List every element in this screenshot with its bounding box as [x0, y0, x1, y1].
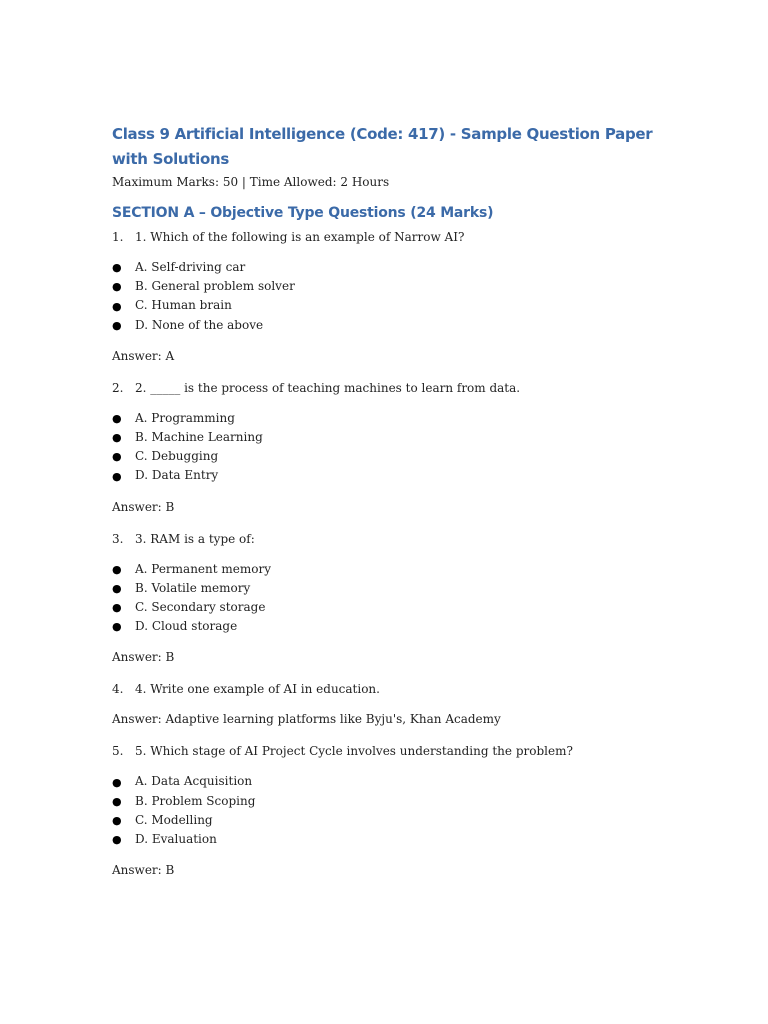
question-number: 5. — [112, 744, 124, 759]
option-item — [112, 617, 672, 636]
answer-text: Answer: B — [112, 650, 175, 665]
question-3 — [112, 530, 672, 548]
document-page — [112, 122, 672, 893]
question-1 — [112, 228, 672, 246]
option-text: A. Self-driving car — [135, 260, 246, 274]
option-item — [112, 258, 672, 277]
bullet-dot-icon: ● — [112, 813, 122, 827]
bullet-dot-icon: ● — [112, 620, 122, 634]
question-text: 4. Write one example of AI in education. — [135, 682, 380, 697]
option-item — [112, 792, 672, 811]
question-number: 1. — [112, 230, 124, 244]
question-text: 3. RAM is a type of: — [135, 531, 255, 546]
option-item — [112, 466, 672, 485]
document-title: Class 9 Artificial Intelligence (Code: 417) - Sample Question Paper with Solutions — [112, 125, 653, 168]
question-2 — [112, 379, 672, 397]
option-text: B. Problem Scoping — [135, 793, 256, 808]
answer-text: Answer: B — [112, 499, 175, 514]
option-text: B. General problem solver — [135, 279, 295, 294]
bullet-dot-icon: ● — [112, 450, 122, 464]
bullet-dot-icon: ● — [112, 581, 122, 595]
bullet-dot-icon: ● — [112, 833, 122, 847]
bullet-dot-icon: ● — [112, 775, 122, 789]
option-text: A. Programming — [135, 410, 235, 425]
bullet-dot-icon: ● — [112, 794, 122, 808]
option-text: C. Secondary storage — [135, 600, 266, 615]
answer-text: Answer: B — [112, 863, 175, 878]
bullet-dot-icon: ● — [112, 411, 122, 425]
question-number: 2. — [112, 380, 124, 395]
question-text: 1. Which of the following is an example of Narrow AI? — [135, 230, 465, 244]
option-item — [112, 811, 672, 830]
option-list — [112, 409, 672, 486]
bullet-dot-icon: ● — [112, 601, 122, 615]
question-number: 3. — [112, 531, 124, 546]
bullet-dot-icon: ● — [112, 299, 122, 313]
question-list — [112, 228, 672, 879]
option-item — [112, 447, 672, 466]
option-item — [112, 560, 672, 579]
option-item — [112, 409, 672, 428]
option-text: D. None of the above — [135, 317, 264, 332]
answer-text: Answer: A — [112, 348, 175, 363]
bullet-dot-icon: ● — [112, 261, 122, 275]
option-text: C. Modelling — [135, 812, 213, 827]
option-text: B. Machine Learning — [135, 430, 263, 445]
option-text: C. Debugging — [135, 449, 219, 464]
option-text: D. Evaluation — [135, 832, 217, 847]
question-4 — [112, 680, 672, 698]
option-text: A. Permanent memory — [135, 561, 271, 576]
option-item — [112, 277, 672, 296]
option-text: D. Data Entry — [135, 468, 219, 483]
question-number: 4. — [112, 682, 124, 697]
question-text: 2. _____ is the process of teaching machines to learn from data. — [135, 380, 521, 395]
option-text: D. Cloud storage — [135, 619, 238, 634]
option-item — [112, 316, 672, 335]
option-text: C. Human brain — [135, 298, 232, 313]
option-item — [112, 598, 672, 617]
option-list — [112, 772, 672, 849]
option-item — [112, 830, 672, 849]
question-5 — [112, 742, 672, 760]
option-item — [112, 772, 672, 791]
option-text: A. Data Acquisition — [135, 774, 253, 789]
option-list — [112, 560, 672, 637]
bullet-dot-icon: ● — [112, 469, 122, 483]
answer-text: Answer: Adaptive learning platforms like Byju's, Khan Academy — [112, 712, 501, 727]
bullet-dot-icon: ● — [112, 318, 122, 332]
option-list — [112, 258, 672, 335]
option-item — [112, 428, 672, 447]
question-text: 5. Which stage of AI Project Cycle involves understanding the problem? — [135, 744, 573, 759]
exam-meta: Maximum Marks: 50 | Time Allowed: 2 Hours — [112, 175, 390, 189]
option-text: B. Volatile memory — [135, 580, 251, 595]
bullet-dot-icon: ● — [112, 431, 122, 445]
section-a-heading: SECTION A – Objective Type Questions (24 Marks) — [112, 205, 494, 221]
bullet-dot-icon: ● — [112, 280, 122, 294]
option-item — [112, 579, 672, 598]
bullet-dot-icon: ● — [112, 562, 122, 576]
option-item — [112, 296, 672, 315]
